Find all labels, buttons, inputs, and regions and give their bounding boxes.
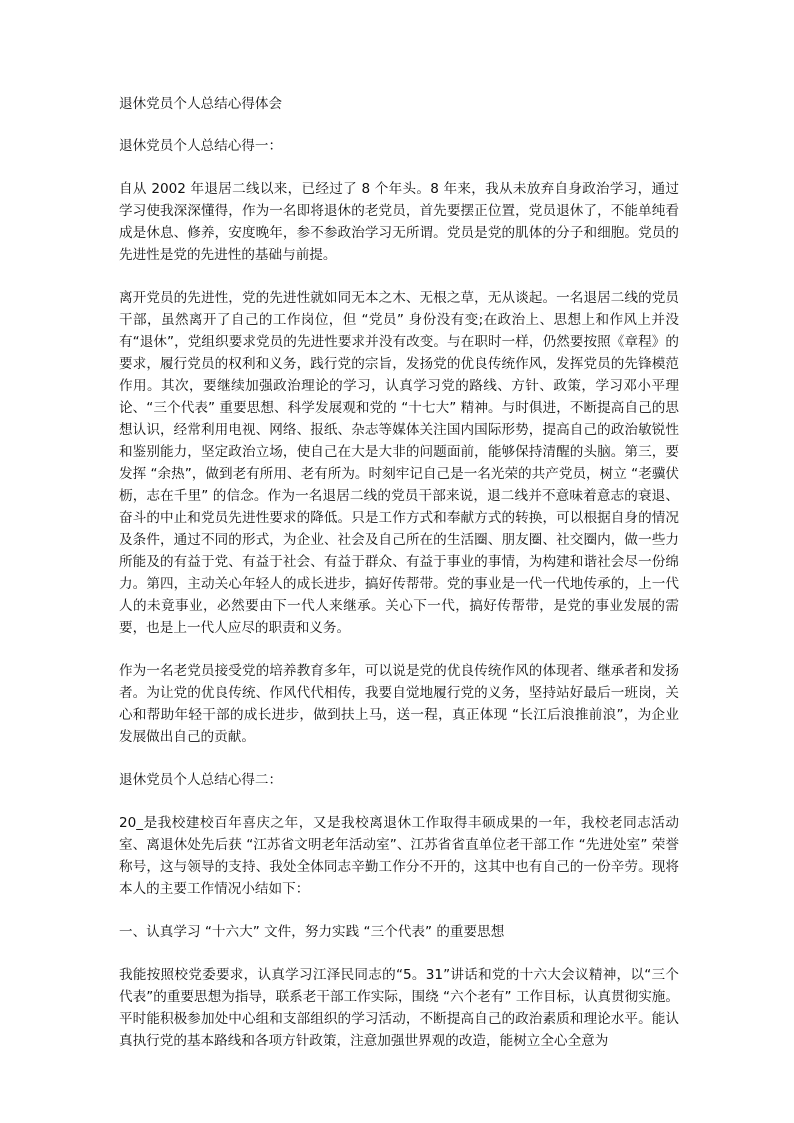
- document-title: 退休党员个人总结心得体会: [119, 96, 283, 112]
- section-2-paragraph-1: 20_是我校建校百年喜庆之年，又是我校离退休工作取得丰硕成果的一年，我校老同志活动室、离退休处先后获 “江苏省文明老年活动室”、江苏省省直单位老干部工作 “先进处室” 荣誉称号，这与领导的支持、我处全体同志辛勤工作分不开的，这其中也有自己的一份辛劳。现将本人的主要工作情况小结如下：: [119, 815, 679, 897]
- section-1-paragraph-3: 作为一名老党员接受党的培养教育多年，可以说是党的优良传统作风的体现者、继承者和发扬者。为让党的优良传统、作风代代相传，我要自觉地履行党的义务，坚持站好最后一班岗，关心和帮助年轻干部的成长进步，做到扶上马，送一程，真正体现 “长江后浪推前浪”，为企业发展做出自己的贡献。: [119, 663, 679, 745]
- section-1-paragraph-1: 自从 2002 年退居二线以来，已经过了 8 个年头。8 年来，我从未放弃自身政治学习，通过学习使我深深懂得，作为一名即将退休的老党员，首先要摆正位置，党员退休了，不能单纯看成是休息、修养，安度晚年，参不参政治学习无所谓。党员是党的肌体的分子和细胞。党员的先进性是党的先进性的基础与前提。: [119, 181, 679, 263]
- section-2-paragraph-2: 我能按照校党委要求，认真学习江泽民同志的“5。31”讲话和党的十六大会议精神，以“三个代表”的重要思想为指导，联系老干部工作实际，围绕 “六个老有” 工作目标，认真贯彻实施。平时能积极参加处中心组和支部组织的学习活动，不断提高自己的政治素质和理论水平。能认真执行党的基本路线和各项方针政策，注意加强世界观的改造，能树立全心全意为: [119, 967, 679, 1049]
- section-1-heading: 退休党员个人总结心得一：: [119, 138, 283, 154]
- section-2-heading: 退休党员个人总结心得二：: [119, 772, 283, 788]
- section-2-subheading: 一、认真学习 “十六大” 文件，努力实践 “三个代表” 的重要思想: [119, 924, 505, 940]
- document-page: [119, 93, 679, 1073]
- section-1-paragraph-2: 离开党员的先进性，党的先进性就如同无本之木、无根之草，无从谈起。一名退居二线的党员干部，虽然离开了自己的工作岗位，但 “党员” 身份没有变;在政治上、思想上和作风上并没有“退休”，党组织要求党员的先进性要求并没有改变。与在职时一样，仍然要按照《章程》的要求，履行党员的权利和义务，践行党的宗旨，发扬党的优良传统作风，发挥党员的先锋模范作用。其次，要继续加强政治理论的学习，认真学习党的路线、方针、政策，学习邓小平理论、“三个代表” 重要思想、科学发展观和党的 “十七大” 精神。与时俱进，不断提高自己的思想认识，经常利用电视、网络、报纸、杂志等媒体关注国内国际形势，提高自己的政治敏锐性和鉴别能力，坚定政治立场，使自己在大是大非的问题面前，能够保持清醒的头脑。第三，要发挥 “余热”，做到老有所用、老有所为。时刻牢记自己是一名光荣的共产党员，树立 “老骥伏枥，志在千里” 的信念。作为一名退居二线的党员干部来说，退二线并不意味着意志的衰退、奋斗的中止和党员先进性要求的降低。只是工作方式和奉献方式的转换，可以根据自身的情况及条件，通过不同的形式，为企业、社会及自己所在的生活圈、朋友圈、社交圈内，做一些力所能及的有益于党、有益于社会、有益于群众、有益于事业的事情，为构建和谐社会尽一份绵力。第四，主动关心年轻人的成长进步，搞好传帮带。党的事业是一代一代地传承的，上一代人的未竟事业，必然要由下一代人来继承。关心下一代，搞好传帮带，是党的事业发展的需要，也是上一代人应尽的职责和义务。: [119, 290, 679, 636]
